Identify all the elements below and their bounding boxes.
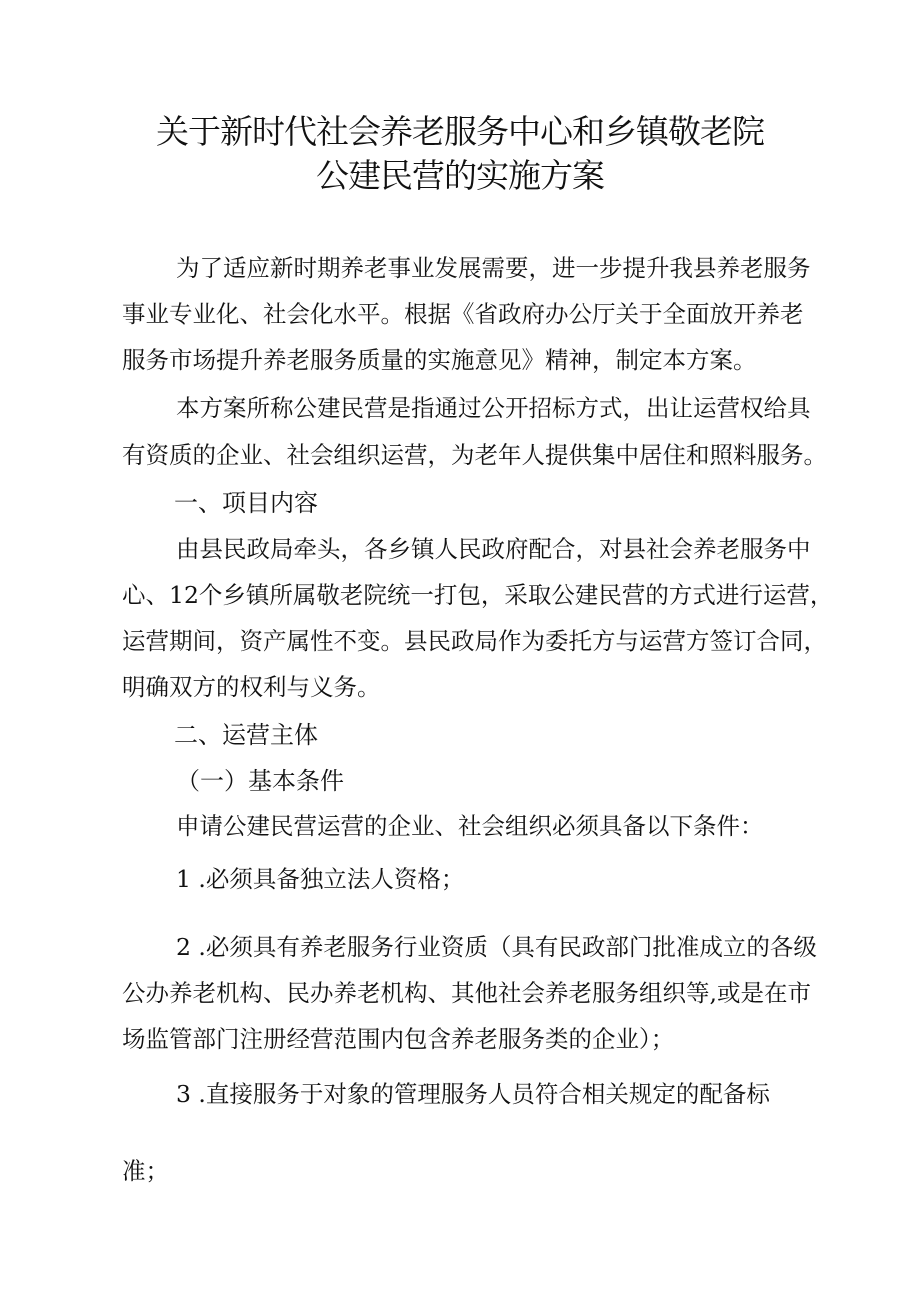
paragraph-1-line-3: 服务市场提升养老服务质量的实施意见》精神，制定本方案。 [122, 346, 757, 374]
condition-item-2-line-1: 2 .必须具有养老服务行业资质（具有民政部门批准成立的各级 [176, 933, 817, 961]
paragraph-3-line-1: 由县民政局牵头，各乡镇人民政府配合，对县社会养老服务中 [176, 535, 811, 563]
condition-item-2-line-3: 场监管部门注册经营范围内包含养老服务类的企业）； [122, 1025, 675, 1053]
paragraph-3-line-3: 运营期间，资产属性不变。县民政局作为委托方与运营方签订合同， [122, 627, 827, 655]
condition-item-1: 1 .必须具备独立法人资格； [176, 865, 465, 893]
subsection-heading-1: （一）基本条件 [176, 767, 344, 795]
paragraph-4: 申请公建民营运营的企业、社会组织必须具备以下条件： [176, 812, 764, 840]
paragraph-1-line-2: 事业专业化、社会化水平。根据《省政府办公厅关于全面放开养老 [122, 300, 804, 328]
document-title-line-2: 公建民营的实施方案 [316, 156, 604, 195]
paragraph-2-line-2: 有资质的企业、社会组织运营，为老年人提供集中居住和照料服务。 [122, 441, 827, 469]
document-title-line-1: 关于新时代社会养老服务中心和乡镇敬老院 [156, 112, 764, 151]
paragraph-2-line-1: 本方案所称公建民营是指通过公开招标方式，出让运营权给具 [176, 394, 811, 422]
condition-item-2-line-2: 公办养老机构、民办养老机构、其他社会养老服务组织等,或是在市 [122, 979, 811, 1007]
section-heading-2: 二、运营主体 [174, 721, 318, 749]
paragraph-3-line-2: 心、12个乡镇所属敬老院统一打包，采取公建民营的方式进行运营， [122, 581, 834, 609]
condition-item-3-line-1: 3 .直接服务于对象的管理服务人员符合相关规定的配备标 [176, 1080, 770, 1108]
condition-item-3-line-2: 准； [122, 1157, 169, 1185]
paragraph-1-line-1: 为了适应新时期养老事业发展需要，进一步提升我县养老服务 [176, 254, 811, 282]
paragraph-3-line-4: 明确双方的权利与义务。 [122, 673, 381, 701]
section-heading-1: 一、项目内容 [174, 489, 318, 517]
